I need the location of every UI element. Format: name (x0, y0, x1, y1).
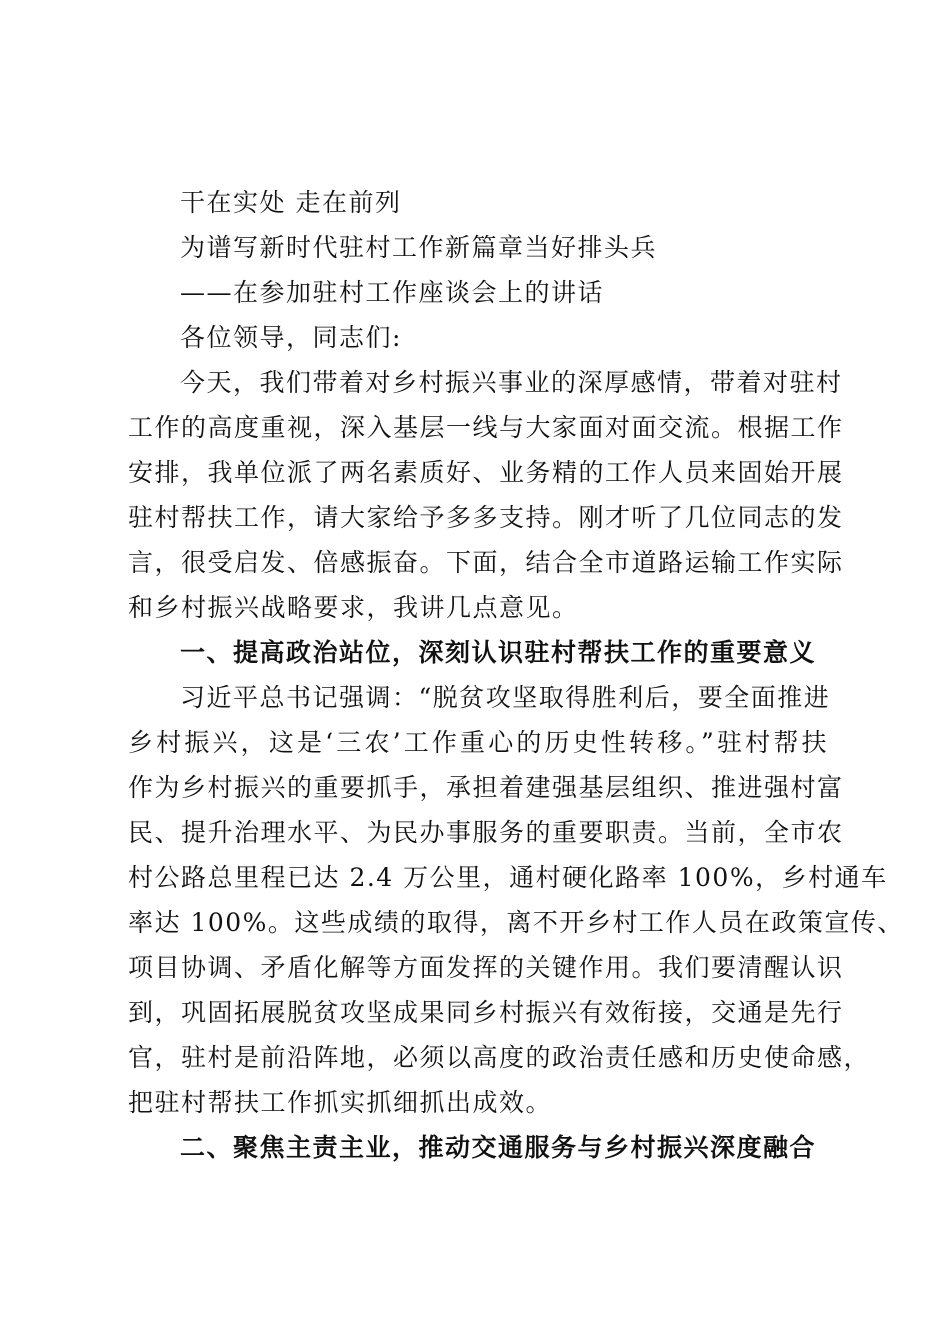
paragraph-1-line-6: 和乡村振兴战略要求，我讲几点意见。 (128, 593, 579, 622)
paragraph-2-line-8: 到，巩固拓展脱贫攻坚成果同乡村振兴有效衔接，交通是先行 (128, 998, 844, 1027)
paragraph-2-line-5: 村公路总里程已达 2.4 万公里，通村硬化路率 100%，乡村通车 (128, 863, 888, 892)
paragraph-2-line-2: 乡村振兴，这是‘三农’工作重心的历史性转移。”驻村帮扶 (128, 728, 828, 757)
paragraph-2-line-1: 习近平总书记强调：“脱贫攻坚取得胜利后，要全面推进 (180, 683, 831, 712)
paragraph-1-line-2: 工作的高度重视，深入基层一线与大家面对面交流。根据工作 (128, 413, 844, 442)
paragraph-2-line-10: 把驻村帮扶工作抓实抓细抓出成效。 (128, 1088, 553, 1117)
paragraph-2-line-7: 项目协调、矛盾化解等方面发挥的关键作用。我们要清醒认识 (128, 953, 844, 982)
section-heading-1: 一、提高政治站位，深刻认识驻村帮扶工作的重要意义 (180, 638, 817, 667)
paragraph-2-line-4: 民、提升治理水平、为民办事服务的重要职责。当前，全市农 (128, 818, 844, 847)
title-line-1: 干在实处 走在前列 (180, 188, 402, 217)
paragraph-2-line-3: 作为乡村振兴的重要抓手，承担着建强基层组织、推进强村富 (128, 773, 844, 802)
paragraph-1-line-4: 驻村帮扶工作，请大家给予多多支持。刚才听了几位同志的发 (128, 503, 844, 532)
paragraph-1-line-5: 言，很受启发、倍感振奋。下面，结合全市道路运输工作实际 (128, 548, 844, 577)
document-body (128, 180, 904, 1170)
section-heading-2: 二、聚焦主责主业，推动交通服务与乡村振兴深度融合 (180, 1133, 817, 1162)
subtitle-line: ——在参加驻村工作座谈会上的讲话 (180, 278, 605, 307)
title-line-2: 为谱写新时代驻村工作新篇章当好排头兵 (180, 233, 658, 262)
salutation: 各位领导，同志们: (180, 323, 402, 352)
paragraph-2-line-6: 率达 100%。这些成绩的取得，离不开乡村工作人员在政策宣传、 (128, 908, 904, 937)
paragraph-2-line-9: 官，驻村是前沿阵地，必须以高度的政治责任感和历史使命感， (128, 1043, 871, 1072)
paragraph-1-line-1: 今天，我们带着对乡村振兴事业的深厚感情，带着对驻村 (180, 368, 843, 397)
paragraph-1-line-3: 安排，我单位派了两名素质好、业务精的工作人员来固始开展 (128, 458, 844, 487)
